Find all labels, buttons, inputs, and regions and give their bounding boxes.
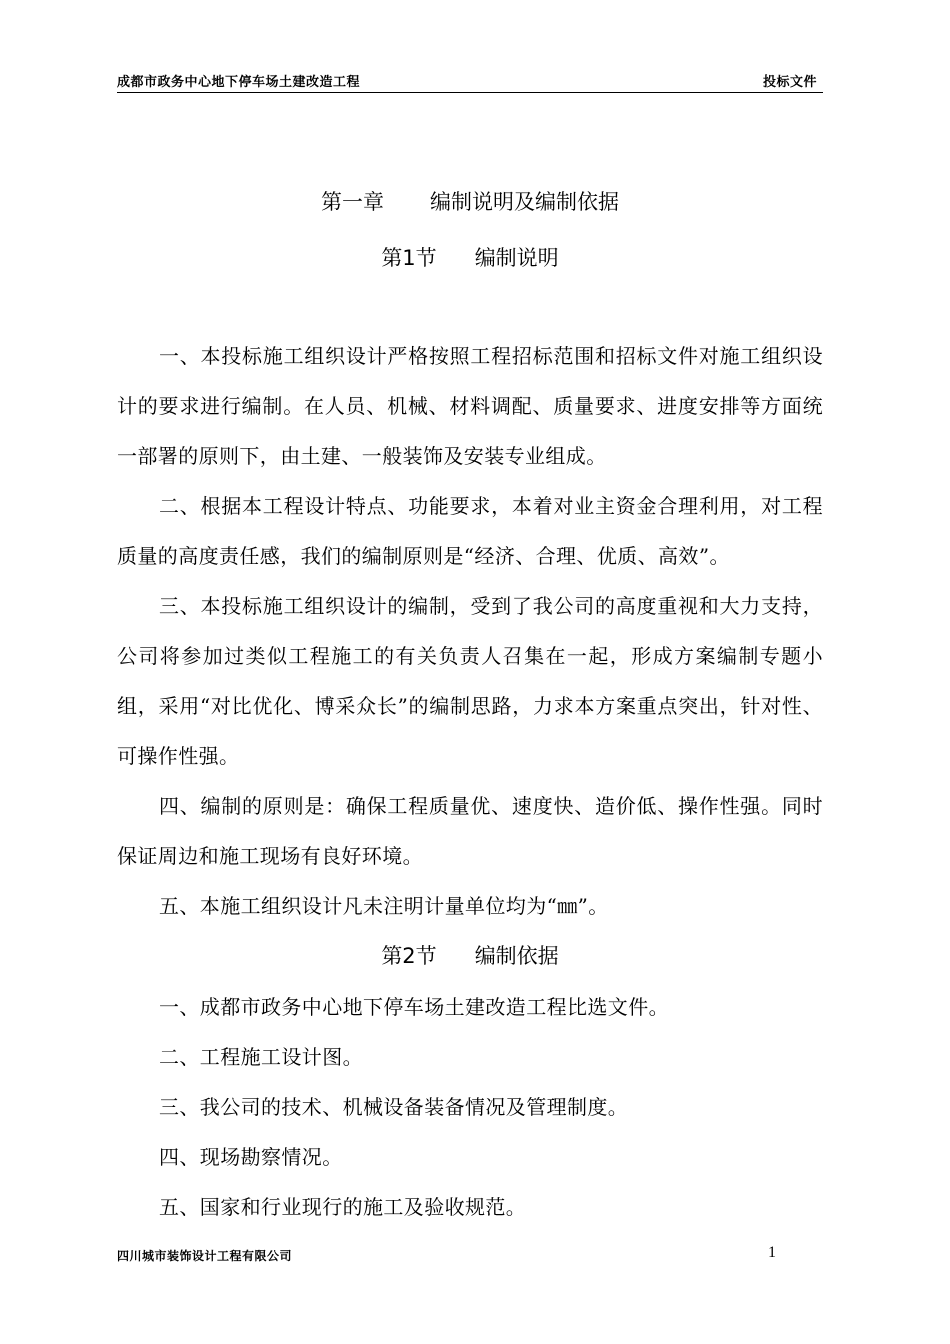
section2-item-3: 三、我公司的技术、机械设备装备情况及管理制度。 (159, 1095, 629, 1119)
section2-item-2: 二、工程施工设计图。 (159, 1045, 363, 1069)
header-doc-type: 投标文件 (762, 75, 817, 90)
footer-company: 四川城市装饰设计工程有限公司 (117, 1249, 293, 1263)
section1-paragraph-3: 三、本投标施工组织设计的编制，受到了我公司的高度重视和大力支持，公司将参加过类似工程施工的有关负责人召集在一起，形成方案编制专题小组，采用“对比优化、博采众长”的编制思路，力求本方案重点突出，针对性、可操作性强。 (117, 594, 823, 768)
section2-item-1: 一、成都市政务中心地下停车场土建改造工程比选文件。 (159, 995, 669, 1019)
section1-title: 编制说明 (474, 246, 559, 270)
header-project-title: 成都市政务中心地下停车场土建改造工程 (117, 75, 361, 90)
section1-heading (117, 242, 823, 272)
section2-item-4: 四、现场勘察情况。 (159, 1145, 343, 1169)
section2-item-5: 五、国家和行业现行的施工及验收规范。 (159, 1195, 527, 1219)
chapter-title: 编制说明及编制依据 (430, 190, 619, 214)
section1-number: 第1节 (381, 246, 437, 270)
section1-paragraph-4: 四、编制的原则是：确保工程质量优、速度快、造价低、操作性强。同时保证周边和施工现场有良好环境。 (117, 794, 823, 868)
section2-number: 第2节 (381, 944, 437, 968)
page-header (117, 68, 823, 93)
footer-page-number: 1 (768, 1244, 776, 1261)
chapter-number: 第一章 (321, 190, 384, 214)
section2-heading (117, 940, 823, 970)
section1-paragraph-5: 五、本施工组织设计凡未注明计量单位均为“㎜”。 (159, 894, 609, 918)
section2-title: 编制依据 (474, 944, 559, 968)
chapter-heading (117, 186, 823, 216)
section1-paragraph-2: 二、根据本工程设计特点、功能要求，本着对业主资金合理利用，对工程质量的高度责任感，我们的编制原则是“经济、合理、优质、高效”。 (117, 494, 823, 568)
section1-paragraph-1: 一、本投标施工组织设计严格按照工程招标范围和招标文件对施工组织设计的要求进行编制。在人员、机械、材料调配、质量要求、进度安排等方面统一部署的原则下，由土建、一般装饰及安装专业组成。 (117, 344, 823, 468)
